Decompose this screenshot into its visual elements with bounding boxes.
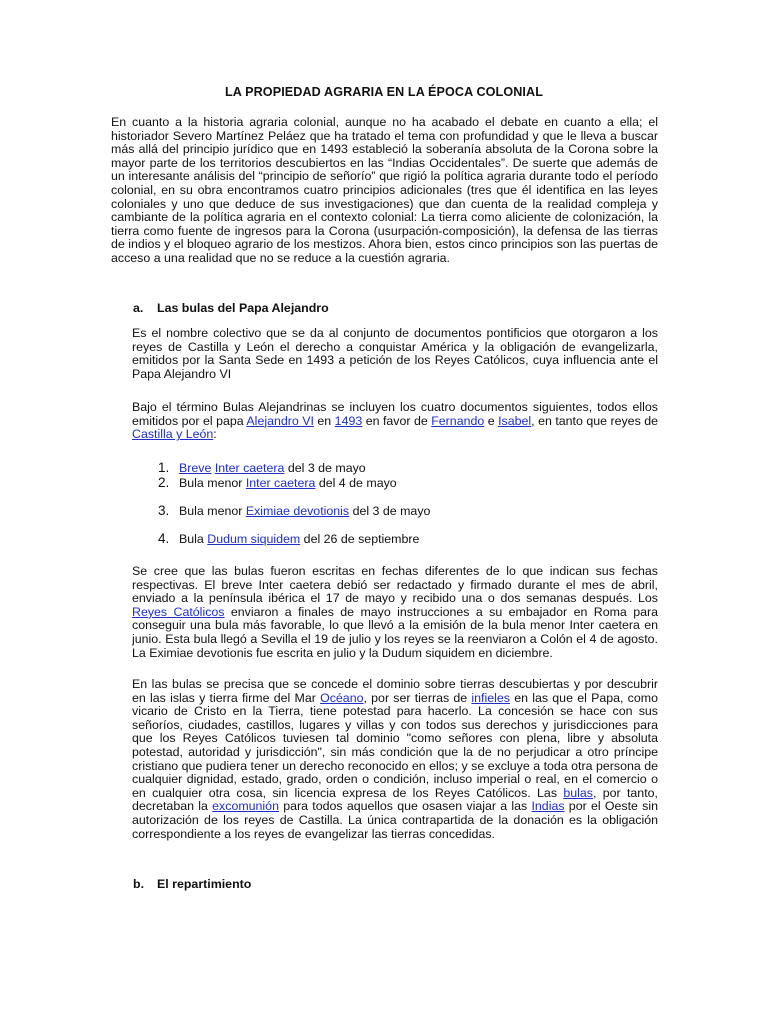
link-breve[interactable]: Breve xyxy=(179,461,212,475)
section-a-paragraph-2 xyxy=(132,401,658,442)
text-run: , por ser tierras de xyxy=(363,690,472,705)
section-a-title: Las bulas del Papa Alejandro xyxy=(157,301,329,315)
list-number: 2. xyxy=(158,475,170,490)
text-run: , por tanto, decretaban la xyxy=(132,785,658,814)
list-item xyxy=(158,461,366,476)
list-item xyxy=(158,532,419,547)
section-a-paragraph-3 xyxy=(132,565,658,660)
link-excomunion[interactable]: excomunión xyxy=(212,799,279,814)
link-fernando[interactable]: Fernando xyxy=(431,413,485,428)
text-run: e xyxy=(484,413,499,428)
link-dudum-siquidem[interactable]: Dudum siquidem xyxy=(207,532,301,546)
text-run: del 26 de septiembre xyxy=(300,532,420,546)
text-run: : xyxy=(213,427,217,442)
list-number: 1. xyxy=(158,460,170,475)
text-run: del 4 de mayo xyxy=(315,476,397,490)
link-indias[interactable]: Indias xyxy=(531,799,565,814)
text-run: del 3 de mayo xyxy=(284,461,366,475)
section-b-marker: b. xyxy=(133,877,145,891)
list-number: 4. xyxy=(158,531,170,546)
section-b-heading xyxy=(133,878,251,892)
section-a-marker: a. xyxy=(133,301,144,315)
text-run: en las que el Papa, como vicario de Cristo en la Tierra, tiene potestad para hacerlo. La concesión se hace con sus señoríos, ciudades, castillos, lugares y villas y con todos sus derechos y jurisdicciones para que los Reyes Católicos tuviesen tal dominio "como señores con plena, libre y absoluta potestad, autoridad y jurisdicción", sin más condición que la de no perjudicar a otro príncipe cristiano que pudiera tener un derecho reconocido en ellos; y se excluye a toda otra persona de cualquier dignidad, estado, grado, orden o condición, incluso imperial o real, en el comercio o en cualquier otra cosa, sin licencia expresa de los Reyes Católicos. Las xyxy=(132,690,658,800)
text-run: del 3 de mayo xyxy=(349,504,431,518)
list-number: 3. xyxy=(158,503,170,518)
section-b-title: El repartimiento xyxy=(157,877,252,891)
text-run: en favor de xyxy=(362,413,432,428)
text-run: Se cree que las bulas fueron escritas en fechas diferentes de lo que indican sus fechas respectivas. El breve Inter caetera debió ser redactado y firmado durante el mes de abril, enviado a la península ibérica el 17 de mayo y recibido una o dos semanas después. Los xyxy=(132,564,658,606)
list-item xyxy=(158,476,397,491)
text-run: enviaron a finales de mayo instrucciones a su embajador en Roma para conseguir una bula más favorable, lo que llevó a la emisión de la bula menor Inter caetera en junio. Esta bula llegó a Sevilla el 19 de julio y los reyes se la reenviaron a Colón el 4 de agosto. La Eximiae devotionis fue escrita en julio y la Dudum siquidem en diciembre. xyxy=(132,604,658,660)
text-run: Bula menor xyxy=(179,476,246,490)
text-run: , en tanto que reyes de xyxy=(531,413,659,428)
link-alejandro-vi[interactable]: Alejandro VI xyxy=(246,413,314,428)
text-run: en xyxy=(313,413,335,428)
section-a-heading xyxy=(133,302,329,316)
text-run: En las bulas se precisa que se concede el dominio sobre tierras descubiertas y por descubrir en las islas y tierra firme del Mar xyxy=(132,677,658,705)
text-run: Bajo el término Bulas Alejandrinas se incluyen los cuatro documentos siguientes, todos ellos emitidos por el papa xyxy=(132,400,658,428)
link-infieles[interactable]: infieles xyxy=(471,690,510,705)
link-bulas[interactable]: bulas xyxy=(563,785,593,800)
link-reyes-catolicos[interactable]: Reyes Católicos xyxy=(132,604,225,619)
link-inter-caetera[interactable]: Inter caetera xyxy=(214,461,285,475)
text-run: por el Oeste sin autorización de los reyes de Castilla. La única contrapartida de la donación es la obligación correspondiente a los reyes de evangelizar las tierras concedidas. xyxy=(132,799,658,841)
list-item xyxy=(158,504,430,519)
text-run: Bula menor xyxy=(179,504,246,518)
document-title: LA PROPIEDAD AGRARIA EN LA ÉPOCA COLONIAL xyxy=(224,85,543,99)
section-a-paragraph-1: Es el nombre colectivo que se da al conjunto de documentos pontificios que otorgaron a los reyes de Castilla y León el derecho a conquistar América y la obligación de evangelizarla, emitidos por la Santa Sede en 1493 a petición de los Reyes Católicos, cuya influencia ante el Papa Alejandro VI xyxy=(132,326,658,381)
link-inter-caetera[interactable]: Inter caetera xyxy=(245,476,316,490)
text-run: Bula xyxy=(179,532,208,546)
text-run: para todos aquellos que osasen viajar a las xyxy=(278,799,532,814)
section-a-paragraph-4 xyxy=(132,678,658,841)
link-isabel[interactable]: Isabel xyxy=(498,413,532,428)
link-oceano[interactable]: Océano xyxy=(320,690,364,705)
link-1493[interactable]: 1493 xyxy=(334,413,363,428)
intro-paragraph: En cuanto a la historia agraria colonial, aunque no ha acabado el debate en cuanto a ella; el historiador Severo Martínez Peláez que ha tratado el tema con profundidad y que le lleva a buscar más allá del principio jurídico que en 1493 estableció la soberanía absoluta de la Corona sobre la mayor parte de los territorios descubiertos en las “Indias Occidentales”. De suerte que además de un interesante análisis del “principio de señorío” que rigió la política agraria durante todo el período colonial, en su obra encontramos cuatro principios adicionales (tres que él identifica en las leyes coloniales y uno que deduce de sus investigaciones) que dan cuenta de la realidad compleja y cambiante de la política agraria en el contexto colonial: La tierra como aliciente de colonización, la tierra como fuente de ingresos para la Corona (usurpación-composición), la defensa de las tierras de indios y el bloqueo agrario de los mestizos. Ahora bien, estos cinco principios son las puertas de acceso a una realidad que no se reduce a la cuestión agraria. xyxy=(111,115,658,265)
link-castilla-y-leon[interactable]: Castilla y León xyxy=(132,427,214,442)
link-eximiae-devotionis[interactable]: Eximiae devotionis xyxy=(245,504,350,518)
